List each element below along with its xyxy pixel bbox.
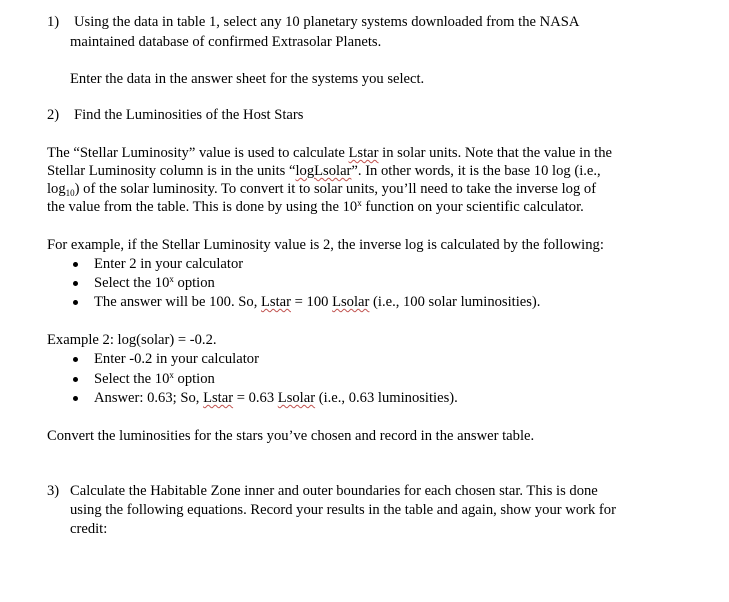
example-2-step-1: Enter -0.2 in your calculator xyxy=(94,351,259,367)
bullet-dot xyxy=(73,300,78,305)
lstar-term: Lstar xyxy=(203,390,234,406)
bullet-dot xyxy=(73,281,78,286)
bullet-dot xyxy=(73,377,78,382)
lsolar-term: Lsolar xyxy=(277,390,316,406)
item-1-number: 1) xyxy=(47,14,60,30)
paragraph-line-2: Stellar Luminosity column is in the units “logLsolar”. In other words, it is the base 10 log (i.e., xyxy=(47,163,601,179)
bullet-dot xyxy=(73,396,78,401)
lsolar-term: Lsolar xyxy=(332,294,370,310)
item-3-line-2: using the following equations. Record your results in the table and again, show your work for xyxy=(70,502,616,518)
bullet-dot xyxy=(73,357,78,362)
item-1-line-2: maintained database of confirmed Extrasolar Planets. xyxy=(70,34,382,50)
example-1-step-1: Enter 2 in your calculator xyxy=(94,256,244,272)
item-1-instruction: Enter the data in the answer sheet for the systems you select. xyxy=(70,71,425,87)
bullet-dot xyxy=(73,262,78,267)
item-1-line-1: Using the data in table 1, select any 10 planetary systems downloaded from the NASA xyxy=(74,14,580,30)
paragraph-line-1: The “Stellar Luminosity” value is used to calculate Lstar in solar units. Note that the value in the xyxy=(47,145,612,161)
paragraph-line-3: $\log_{10}$) of the solar luminosity. To convert it to solar units, you’ll need to take the inverse log of xyxy=(47,181,597,198)
paragraph-line-4: the value from the table. This is done by using the 10$^x$ function on your scientific calculator. xyxy=(47,198,584,215)
item-3-line-3: credit: xyxy=(70,521,108,537)
item-2-heading: Find the Luminosities of the Host Stars xyxy=(74,107,304,123)
item-3-line-1: Calculate the Habitable Zone inner and outer boundaries for each chosen star. This is done xyxy=(70,483,598,499)
example-1-intro: For example, if the Stellar Luminosity value is 2, the inverse log is calculated by the following: xyxy=(47,237,604,253)
example-1-step-3: The answer will be 100. So, Lstar = 100 Lsolar (i.e., 100 solar luminosities). xyxy=(94,294,541,310)
lstar-term: Lstar xyxy=(261,294,291,310)
example-1-step-2: Select the 10$^x$ option xyxy=(94,274,215,291)
lstar-term: Lstar xyxy=(348,145,379,161)
example-2-step-3: Answer: 0.63; So, Lstar = 0.63 Lsolar (i.e., 0.63 luminosities). xyxy=(94,390,458,406)
example-2-step-2: Select the 10$^x$ option xyxy=(94,370,215,387)
item-2-number: 2) xyxy=(47,107,60,123)
convert-instruction: Convert the luminosities for the stars you’ve chosen and record in the answer table. xyxy=(47,428,535,444)
example-2-intro: Example 2: log(solar) = -0.2. xyxy=(47,332,217,348)
item-3-number: 3) xyxy=(47,483,60,499)
loglsolar-term: logLsolar xyxy=(295,163,352,179)
